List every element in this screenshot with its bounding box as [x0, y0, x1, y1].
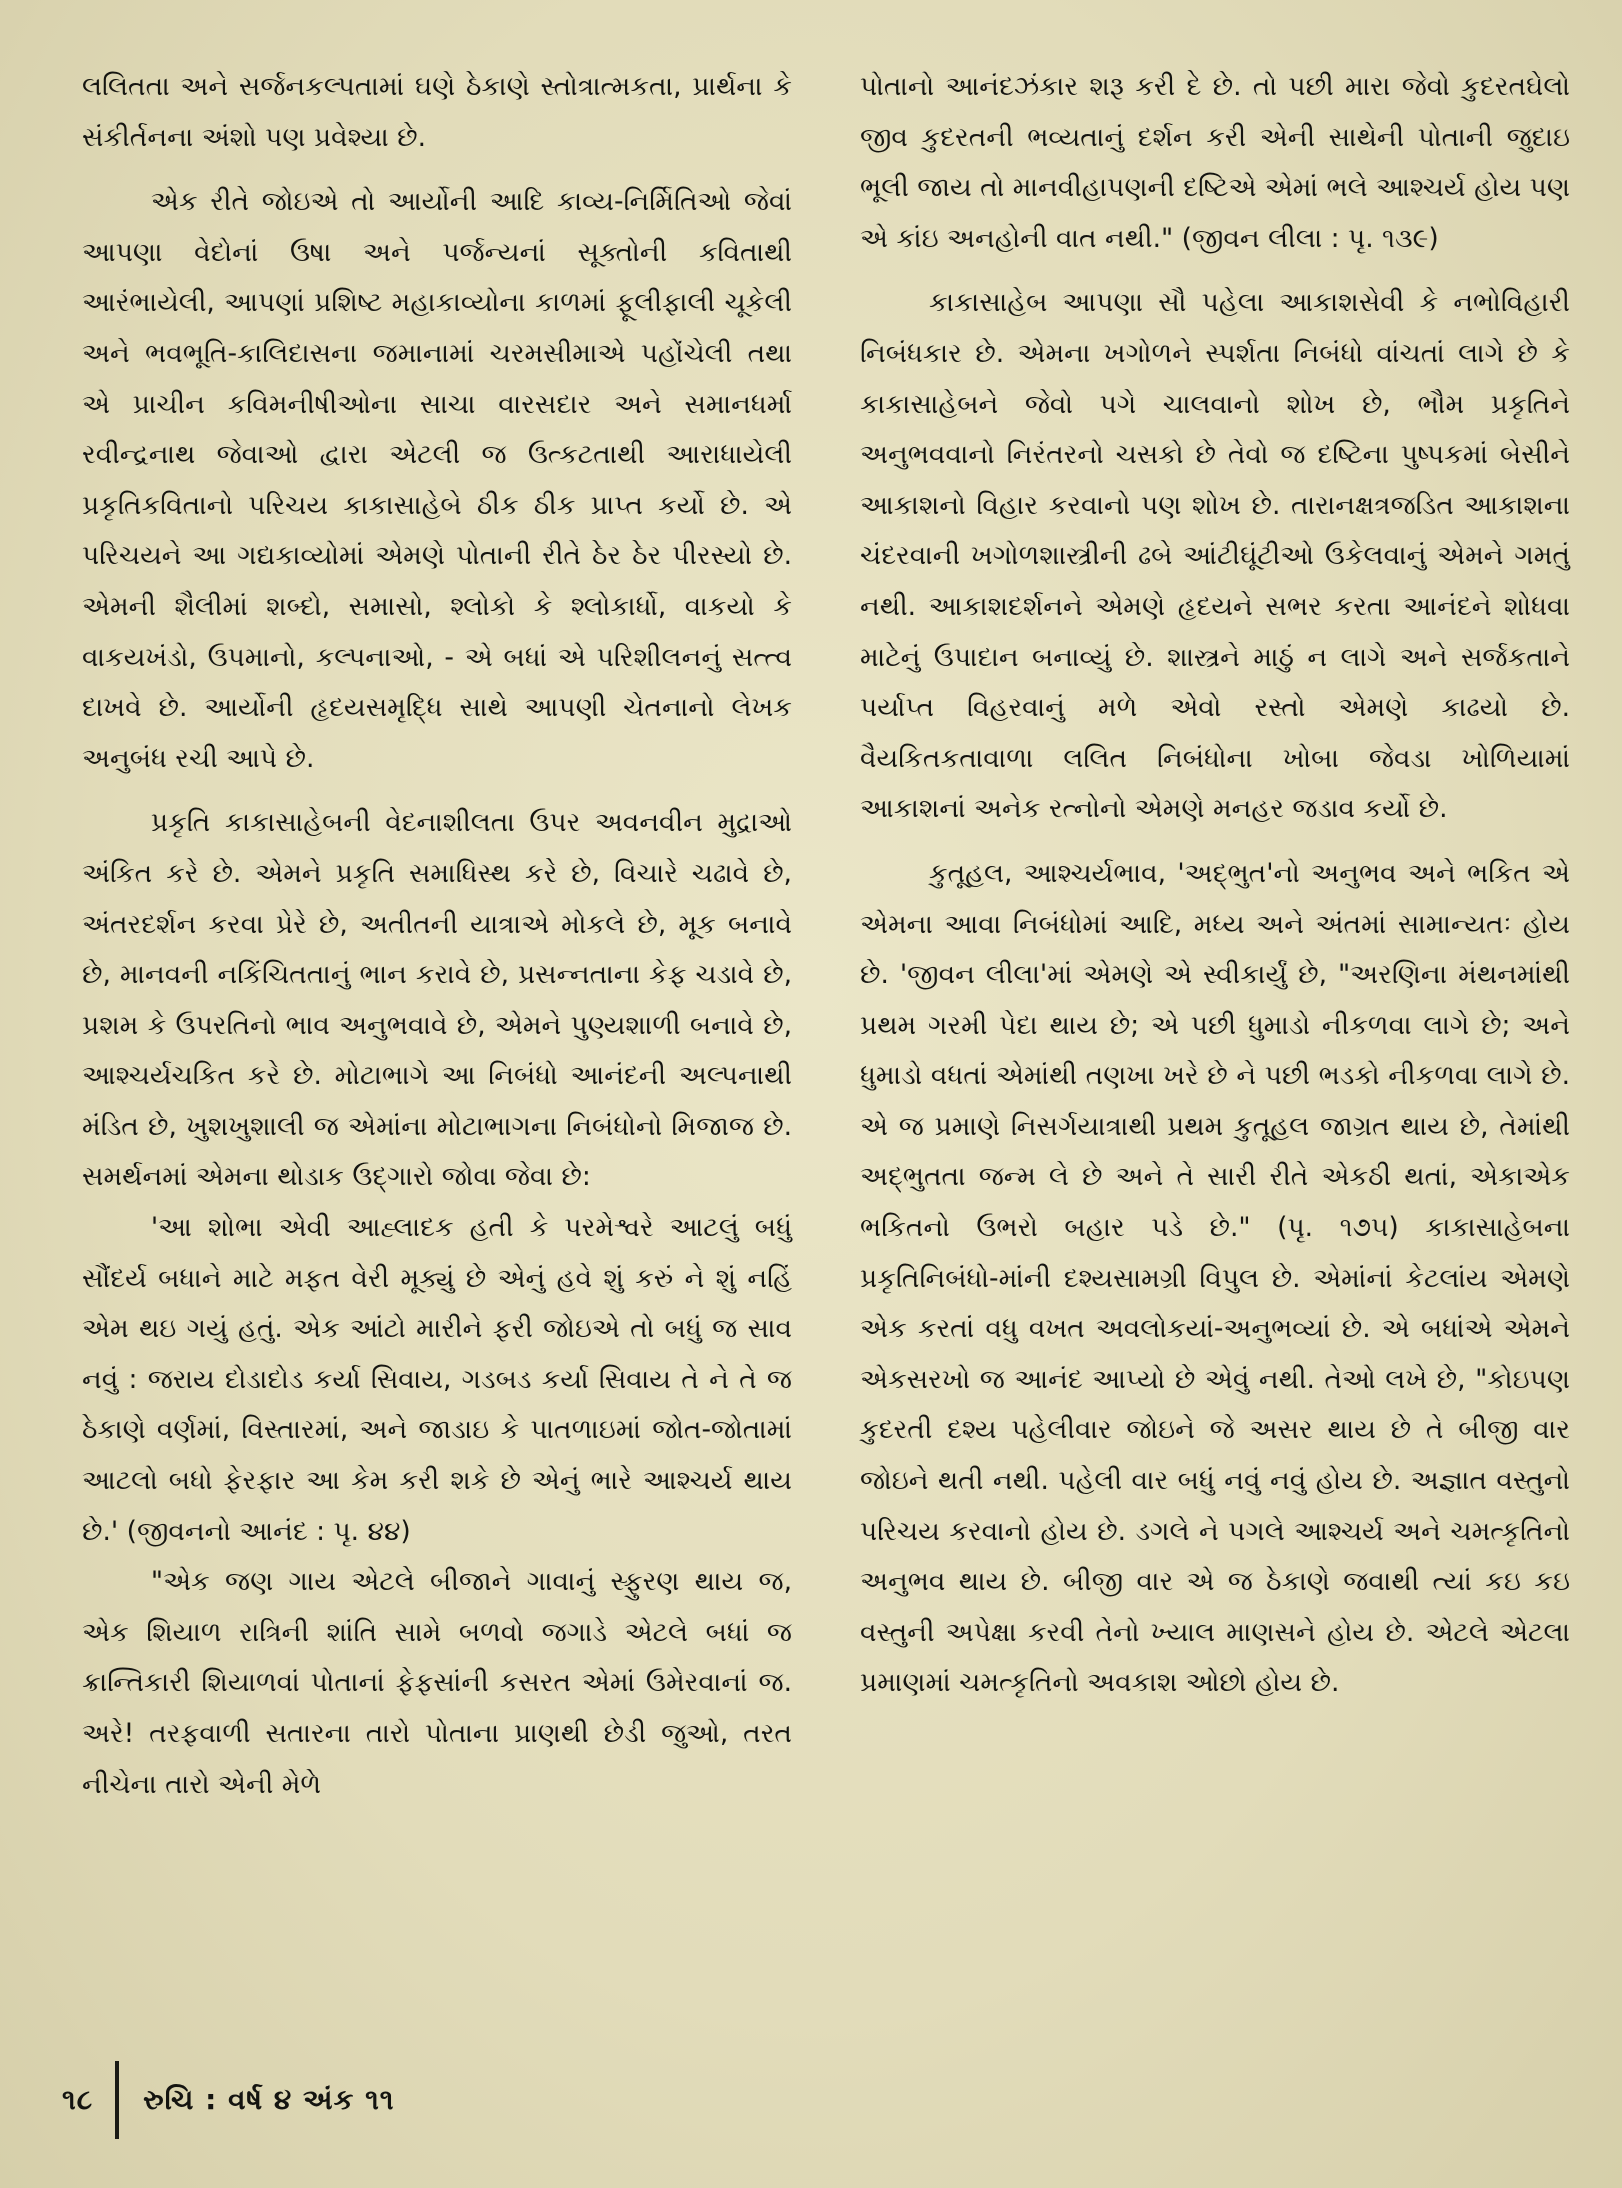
footer-divider	[115, 2061, 119, 2139]
quotation-paragraph: 'આ શોભા એવી આહ્લાદક હતી કે પરમેશ્વરે આટલું બધું સૌંદર્ય બધાને માટે મફત વેરી મૂક્યું છે એનું હવે શું કરું ને શું નહિં એમ થઇ ગયું હતું. એક આંટો મારીને ફરી જોઇએ તો બધું જ સાવ નવું : જરાય દોડાદોડ કર્યા સિવાય, ગડબડ કર્યા સિવાય તે ને તે જ ઠેકાણે વર્ણમાં, વિસ્તારમાં, અને જાડાઇ કે પાતળાઇમાં જોત-જોતામાં આટલો બધો ફેરફાર આ કેમ કરી શકે છે એનું ભારે આશ્ચર્ય થાય છે.' (જીવનનો આનંદ : પૃ. ૪૪)	[82, 1212, 792, 1547]
page-footer	[62, 2060, 395, 2140]
right-text-column	[860, 62, 1570, 1709]
left-text-column	[82, 62, 792, 1810]
paragraph: કાકાસાહેબ આપણા સૌ પહેલા આકાશસેવી કે નભોવિહારી નિબંધકાર છે. એમના ખગોળને સ્પર્શતા નિબંધો વાંચતાં લાગે છે કે કાકાસાહેબને જેવો પગે ચાલવાનો શોખ છે, ભૌમ પ્રકૃતિને અનુભવવાનો નિરંતરનો ચસકો છે તેવો જ દષ્ટિના પુષ્પકમાં બેસીને આકાશનો વિહાર કરવાનો પણ શોખ છે. તારાનક્ષત્રજડિત આકાશના ચંદરવાની ખગોળશાસ્ત્રીની ઢબે આંટીઘૂંટીઓ ઉકેલવાનું એમને ગમતું નથી. આકાશદર્શનને એમણે હૃદયને સભર કરતા આનંદને શોધવા માટેનું ઉપાદાન બનાવ્યું છે. શાસ્ત્રને માઠું ન લાગે અને સર્જકતાને પર્યાપ્ત વિહરવાનું મળે એવો રસ્તો એમણે કાઢયો છે. વૈયકિતકતાવાળા લલિત નિબંધોના ખોબા જેવડા ખોળિયામાં આકાશનાં અનેક રત્નોનો એમણે મનહર જડાવ કર્યો છે.	[860, 287, 1570, 825]
paragraph: પ્રકૃતિ કાકાસાહેબની વેદનાશીલતા ઉપર અવનવીન મુદ્રાઓ અંકિત કરે છે. એમને પ્રકૃતિ સમાધિસ્થ કરે છે, વિચારે ચઢાવે છે, અંતરદર્શન કરવા પ્રેરે છે, અતીતની યાત્રાએ મોકલે છે, મૂક બનાવે છે, માનવની નકિંચિતતાનું ભાન કરાવે છે, પ્રસન્નતાના કેફ ચડાવે છે, પ્રશમ કે ઉપરતિનો ભાવ અનુભવાવે છે, એમને પુણ્યશાળી બનાવે છે, આશ્ચર્યચકિત કરે છે. મોટાભાગે આ નિબંધો આનંદની અલ્પનાથી મંડિત છે, ખુશખુશાલી જ એમાંના મોટાભાગના નિબંધોનો મિજાજ છે. સમર્થનમાં એમના થોડાક ઉદ્ગારો જોવા જેવા છે:	[82, 807, 792, 1193]
paragraph: પોતાનો આનંદઝંકાર શરૂ કરી દે છે. તો પછી મારા જેવો કુદરતઘેલો જીવ કુદરતની ભવ્યતાનું દર્શન કરી એની સાથેની પોતાની જુદાઇ ભૂલી જાય તો માનવીહાપણની દષ્ટિએ એમાં ભલે આશ્ચર્ય હોય પણ એ કાંઇ અનહોની વાત નથી." (જીવન લીલા : પૃ. ૧૩૯)	[860, 71, 1570, 254]
paragraph: લલિતતા અને સર્જનકલ્પતામાં ઘણે ઠેકાણે સ્તોત્રાત્મકતા, પ્રાર્થના કે સંકીર્તનના અંશો પણ પ્રવેશ્યા છે.	[82, 71, 792, 153]
page-number: ૧૮	[62, 2083, 94, 2116]
quotation-paragraph: "એક જણ ગાય એટલે બીજાને ગાવાનું સ્ફુરણ થાય જ, એક શિયાળ રાત્રિની શાંતિ સામે બળવો જગાડે એટલે બધાં જ ક્રાન્તિકારી શિયાળવાં પોતાનાં ફેફસાંની કસરત એમાં ઉમેરવાનાં જ. અરે! તરફવાળી સતારના તારો પોતાના પ્રાણથી છેડી જુઓ, તરત નીચેના તારો એની મેળે	[82, 1566, 792, 1800]
paragraph: એક રીતે જોઇએ તો આર્યોની આદિ કાવ્ય-નિર્મિતિઓ જેવાં આપણા વેદોનાં ઉષા અને પર્જન્યનાં સૂક્તોની કવિતાથી આરંભાયેલી, આપણાં પ્રશિષ્ટ મહાકાવ્યોના કાળમાં ફૂલીફાલી ચૂકેલી અને ભવભૂતિ-કાલિદાસના જમાનામાં ચરમસીમાએ પહોંચેલી તથા એ પ્રાચીન કવિમનીષીઓના સાચા વારસદાર અને સમાનધર્મા રવીન્દ્રનાથ જેવાઓ દ્વારા એટલી જ ઉત્કટતાથી આરાધાયેલી પ્રકૃતિકવિતાનો પરિચય કાકાસાહેબે ઠીક ઠીક પ્રાપ્ત કર્યો છે. એ પરિચયને આ ગદ્યકાવ્યોમાં એમણે પોતાની રીતે ઠેર ઠેર પીરસ્યો છે. એમની શૈલીમાં શબ્દો, સમાસો, શ્લોકો કે શ્લોકાર્ધો, વાકયો કે વાકયખંડો, ઉપમાનો, કલ્પનાઓ, - એ બધાં એ પરિશીલનનું સત્ત્વ દાખવે છે. આર્યોની હૃદયસમૃદ્ધિ સાથે આપણી ચેતનાનો લેખક અનુબંધ રચી આપે છે.	[82, 186, 792, 774]
journal-issue-label: રુચિ : વર્ષ ૪ અંક ૧૧	[143, 2083, 395, 2116]
paragraph: કુતૂહલ, આશ્ચર્યભાવ, 'અદ્ભુત'નો અનુભવ અને ભકિત એ એમના આવા નિબંધોમાં આદિ, મધ્ય અને અંતમાં સામાન્યતઃ હોય છે. 'જીવન લીલા'માં એમણે એ સ્વીકાર્યું છે, "અરણિના મંથનમાંથી પ્રથમ ગરમી પેદા થાય છે; એ પછી ધુમાડો નીકળવા લાગે છે; અને ધુમાડો વધતાં એમાંથી તણખા ખરે છે ને પછી ભડકો નીકળવા લાગે છે. એ જ પ્રમાણે નિસર્ગયાત્રાથી પ્રથમ કુતૂહલ જાગ્રત થાય છે, તેમાંથી અદ્ભુતતા જન્મ લે છે અને તે સારી રીતે એકઠી થતાં, એકાએક ભકિતનો ઉભરો બહાર પડે છે." (પૃ. ૧૭૫) કાકાસાહેબના પ્રકૃતિનિબંધો-માંની દશ્યસામગ્રી વિપુલ છે. એમાંનાં કેટલાંય એમણે એક કરતાં વધુ વખત અવલોકયાં-અનુભવ્યાં છે. એ બધાંએ એમને એકસરખો જ આનંદ આપ્યો છે એવું નથી. તેઓ લખે છે, "કોઇપણ કુદરતી દશ્ય પહેલીવાર જોઇને જે અસર થાય છે તે બીજી વાર જોઇને થતી નથી. પહેલી વાર બધું નવું નવું હોય છે. અજ્ઞાત વસ્તુનો પરિચય કરવાનો હોય છે. ડગલે ને પગલે આશ્ચર્ય અને ચમત્કૃતિનો અનુભવ થાય છે. બીજી વાર એ જ ઠેકાણે જવાથી ત્યાં કઇ કઇ વસ્તુની અપેક્ષા કરવી તેનો ખ્યાલ માણસને હોય છે. એટલે એટલા પ્રમાણમાં ચમત્કૃતિનો અવકાશ ઓછો હોય છે.	[860, 857, 1570, 1699]
